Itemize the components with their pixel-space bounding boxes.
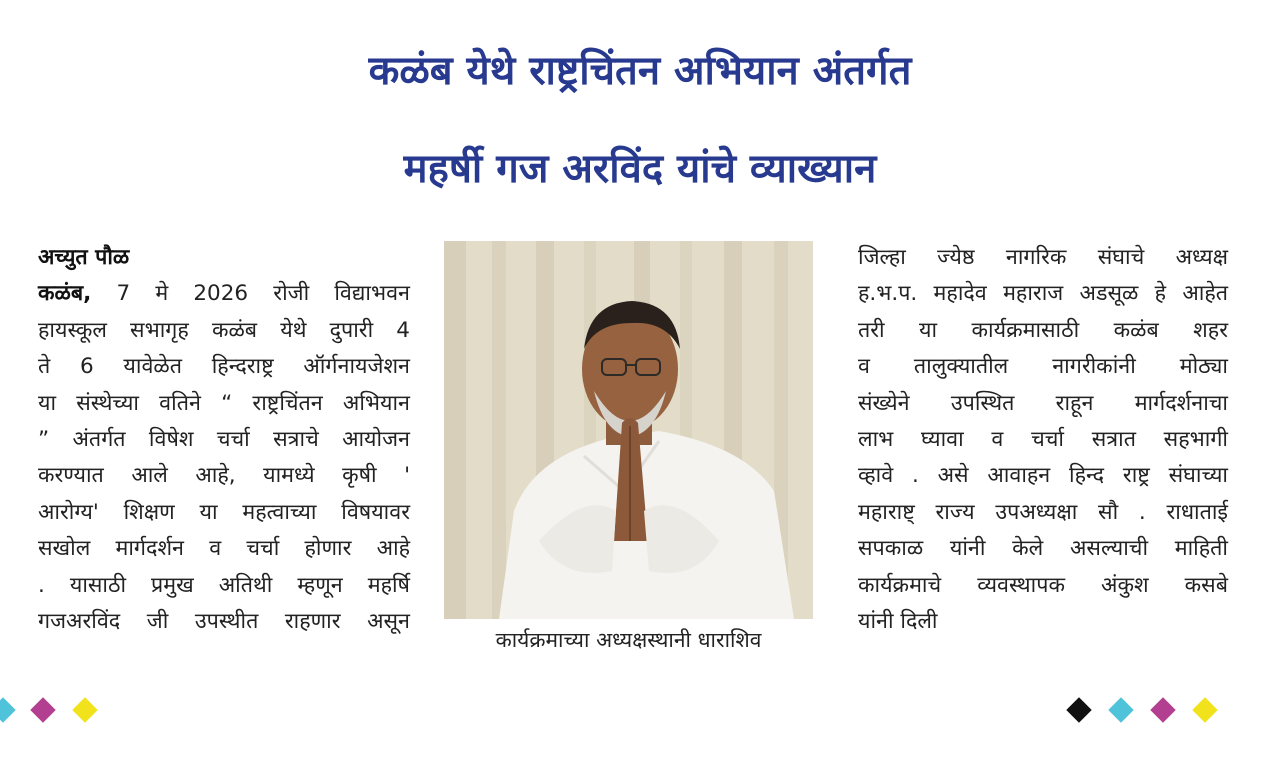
cyan-diamond-icon (0, 697, 16, 722)
article-line: सखोल मार्गदर्शन व चर्चा होणार आहे (38, 536, 410, 562)
article-line: ह.भ.प. महादेव महाराज अडसूळ हे आहेत (858, 281, 1228, 307)
article-line: करण्यात आले आहे, यामध्ये कृषी ' (38, 463, 410, 489)
article-line: संख्येने उपस्थित राहून मार्गदर्शनाचा (858, 390, 1228, 416)
article-line: लाभ घ्यावा व चर्चा सत्रात सहभागी (858, 427, 1228, 453)
headline-line-2: महर्षी गज अरविंद यांचे व्याख्यान (403, 146, 877, 192)
photo-caption: कार्यक्रमाच्या अध्यक्षस्थानी धाराशिव (495, 628, 762, 652)
headline-line-1: कळंब येथे राष्ट्रचिंतन अभियान अंतर्गत (368, 48, 912, 94)
article-line: कार्यक्रमाचे व्यवस्थापक अंकुश कसबे (858, 572, 1228, 598)
article-line: आरोग्य' शिक्षण या महत्वाच्या विषयावर (38, 499, 410, 525)
cyan-diamond-icon (1108, 697, 1133, 722)
article-line: तरी या कार्यक्रमासाठी कळंब शहर (858, 317, 1228, 343)
article-line: यांनी दिली (858, 609, 938, 635)
article-line: . यासाठी प्रमुख अतिथी म्हणून महर्षि (38, 572, 410, 598)
article-line: या संस्थेच्या वतिने “ राष्ट्रचिंतन अभियान (38, 390, 410, 416)
article-line: ते 6 यावेळेत हिन्दराष्ट्र ऑर्गनायजेशन (38, 354, 410, 380)
article-line (38, 276, 410, 312)
author-byline: अच्युत पौळ (38, 245, 130, 270)
article-line: हायस्कूल सभागृह कळंब येथे दुपारी 4 (38, 317, 410, 343)
article-line: व तालुक्यातील नागरीकांनी मोठ्या (858, 354, 1228, 380)
article-line: सपकाळ यांनी केले असल्याची माहिती (858, 536, 1228, 562)
article-column-left (38, 240, 410, 640)
magenta-diamond-icon (1150, 697, 1175, 722)
article-line-text: 7 मे 2026 रोजी विद्याभवन (116, 281, 410, 307)
yellow-diamond-icon (72, 697, 97, 722)
dateline: कळंब, (38, 281, 92, 307)
article-line: व्हावे . असे आवाहन हिन्द राष्ट्र संघाच्या (858, 463, 1228, 489)
article-line: ” अंतर्गत विषेश चर्चा सत्राचे आयोजन (38, 427, 410, 453)
article-line: महाराष्ट् राज्य उपअध्यक्षा सौ . राधाताई (858, 499, 1228, 525)
headline (0, 22, 1280, 218)
article-line: जिल्हा ज्येष्ठ नागरिक संघाचे अध्यक्ष (858, 245, 1228, 270)
article-column-right (858, 240, 1228, 640)
black-diamond-icon (1066, 697, 1091, 722)
article-line: गजअरविंद जी उपस्थीत राहणार असून (38, 609, 410, 635)
magenta-diamond-icon (30, 697, 55, 722)
yellow-diamond-icon (1192, 697, 1217, 722)
speaker-photo (444, 241, 813, 619)
